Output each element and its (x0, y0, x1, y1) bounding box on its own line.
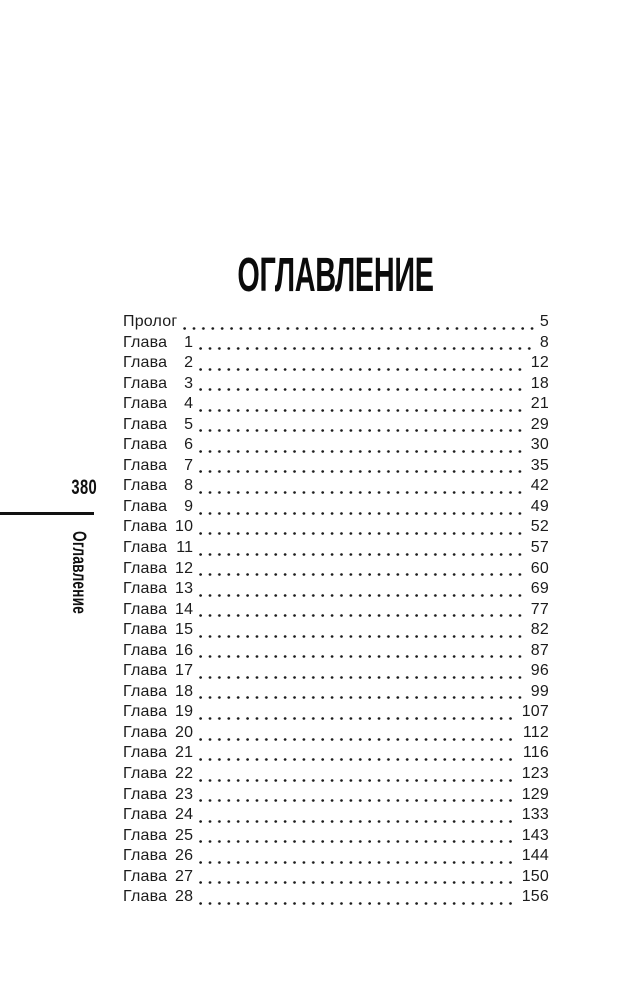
toc-entry (123, 887, 549, 908)
dot-leader (199, 476, 526, 497)
toc-entry-number: 10 (175, 518, 194, 536)
toc-entry-number: 1 (184, 333, 194, 351)
toc-entry (123, 333, 549, 354)
toc-entry-number: 14 (175, 600, 194, 618)
dot-leader (199, 764, 516, 785)
toc-entry-page: 82 (530, 621, 549, 639)
toc-entry-page: 49 (530, 497, 549, 515)
toc-entry-page: 107 (521, 703, 549, 721)
toc-entry (123, 846, 549, 867)
toc-entry-label: Глава (123, 600, 168, 618)
margin-rule (0, 512, 94, 515)
toc-entry-label: Глава (123, 559, 168, 577)
dot-leader (199, 579, 526, 600)
toc-entry (123, 497, 549, 518)
toc-entry-label: Глава (123, 641, 168, 659)
dot-leader (199, 826, 516, 847)
toc-entry-page: 30 (530, 436, 549, 454)
dot-leader (199, 743, 518, 764)
folio-page-number: 380 (71, 476, 97, 499)
toc-entry (123, 435, 549, 456)
toc-entry-page: 123 (521, 765, 549, 783)
toc-entry-number: 19 (175, 703, 194, 721)
toc-entry-label: Глава (123, 806, 168, 824)
toc-entry (123, 559, 549, 580)
toc-entry-label: Глава (123, 847, 168, 865)
toc-entry (123, 353, 549, 374)
toc-entry-page: 52 (530, 518, 549, 536)
toc-entry-number: 13 (175, 580, 194, 598)
toc-entry-number: 27 (175, 867, 194, 885)
toc-entry (123, 312, 549, 333)
toc-entry-number: 5 (184, 415, 194, 433)
toc-entry-number: 9 (184, 497, 194, 515)
toc-entry (123, 682, 549, 703)
dot-leader (199, 641, 526, 662)
toc-entry-label: Глава (123, 785, 168, 803)
dot-leader (199, 661, 526, 682)
toc-entry-label: Глава (123, 744, 168, 762)
toc-entry-label: Глава (123, 539, 168, 557)
toc-entry-number: 26 (175, 847, 194, 865)
toc-entry-label: Глава (123, 826, 168, 844)
toc-entry (123, 538, 549, 559)
toc-entry (123, 374, 549, 395)
toc-entry-number: 21 (175, 744, 194, 762)
dot-leader (199, 559, 526, 580)
dot-leader (199, 702, 516, 723)
toc-entry (123, 394, 549, 415)
dot-leader (199, 374, 526, 395)
toc-entry-number: 25 (175, 826, 194, 844)
toc-entry-number: 16 (175, 641, 194, 659)
toc-entry-label: Глава (123, 682, 168, 700)
toc-entry-number: 7 (184, 456, 194, 474)
toc-entry-page: 96 (530, 662, 549, 680)
toc-entry-number: 24 (175, 806, 194, 824)
dot-leader (199, 682, 526, 703)
toc-entry (123, 476, 549, 497)
toc-entry-page: 144 (521, 847, 549, 865)
dot-leader (199, 867, 516, 888)
toc-entry-number: 2 (184, 354, 194, 372)
toc-entry-label: Глава (123, 518, 168, 536)
toc-entry-label: Глава (123, 888, 168, 906)
toc-entry-number: 11 (176, 539, 194, 557)
dot-leader (199, 538, 526, 559)
toc-entry-number: 18 (175, 682, 194, 700)
toc-entry-label: Глава (123, 436, 168, 454)
toc-entry-page: 143 (521, 826, 549, 844)
toc-entry-page: 133 (521, 806, 549, 824)
toc-entry (123, 456, 549, 477)
toc-entry-label: Глава (123, 354, 168, 372)
toc-entry-page: 8 (539, 333, 549, 351)
toc-entry-label: Глава (123, 723, 168, 741)
toc-entry-page: 99 (530, 682, 549, 700)
toc-entry-number: 12 (175, 559, 194, 577)
toc-entry-number: 22 (175, 765, 194, 783)
toc-entry-label: Глава (123, 497, 168, 515)
toc-entry-page: 29 (530, 415, 549, 433)
toc-entry-page: 12 (530, 354, 549, 372)
toc-entry-number: 15 (175, 621, 194, 639)
toc-entry-number: 8 (184, 477, 194, 495)
toc-entry (123, 826, 549, 847)
dot-leader (199, 517, 526, 538)
toc-entry-page: 112 (522, 723, 549, 741)
toc-entry-page: 87 (530, 641, 549, 659)
dot-leader (199, 887, 516, 908)
toc-entry-number: 23 (175, 785, 194, 803)
dot-leader (199, 394, 526, 415)
toc-entry (123, 805, 549, 826)
toc-entry-label: Глава (123, 867, 168, 885)
toc-entry (123, 867, 549, 888)
dot-leader (183, 312, 534, 333)
toc-entry-label: Глава (123, 580, 168, 598)
margin-section-label: Оглавление (68, 531, 89, 615)
toc-entry (123, 723, 549, 744)
dot-leader (199, 497, 526, 518)
dot-leader (199, 415, 526, 436)
toc-entry-page: 60 (530, 559, 549, 577)
toc-entry-page: 18 (530, 374, 549, 392)
toc-entry-label: Глава (123, 395, 168, 413)
toc-title-block (123, 249, 549, 302)
dot-leader (199, 333, 535, 354)
dot-leader (199, 456, 526, 477)
dot-leader (199, 600, 526, 621)
toc-entry-label: Глава (123, 621, 168, 639)
toc-entry-number: 20 (175, 723, 194, 741)
toc-entry-number: 3 (184, 374, 194, 392)
toc-entry (123, 600, 549, 621)
toc-entry-number: 6 (184, 436, 194, 454)
toc-entry (123, 702, 549, 723)
toc-entry (123, 743, 549, 764)
toc-entry-page: 21 (530, 395, 549, 413)
toc-entry (123, 641, 549, 662)
toc-entry-number: 17 (175, 662, 194, 680)
toc-entry-page: 116 (522, 744, 549, 762)
toc-entry-label: Глава (123, 333, 168, 351)
toc-entry-page: 77 (530, 600, 549, 618)
toc-entry-number: 4 (184, 395, 194, 413)
toc-entry-label: Глава (123, 456, 168, 474)
dot-leader (199, 846, 516, 867)
toc-entry-label: Глава (123, 703, 168, 721)
toc-entry-page: 150 (521, 867, 549, 885)
toc-entry (123, 785, 549, 806)
toc-entry-label: Глава (123, 765, 168, 783)
toc-entry-label: Глава (123, 477, 168, 495)
toc-entry (123, 415, 549, 436)
toc-entry-label: Глава (123, 374, 168, 392)
toc-entry (123, 579, 549, 600)
toc-list (123, 312, 549, 908)
toc-entry-page: 156 (521, 888, 549, 906)
dot-leader (199, 723, 518, 744)
toc-entry (123, 661, 549, 682)
dot-leader (199, 620, 526, 641)
dot-leader (199, 435, 526, 456)
page-title: ОГЛАВЛЕНИЕ (237, 249, 435, 302)
toc-entry-page: 129 (521, 785, 549, 803)
toc-entry (123, 764, 549, 785)
toc-entry (123, 620, 549, 641)
toc-entry (123, 517, 549, 538)
toc-entry-label: Глава (123, 415, 168, 433)
toc-entry-number: 28 (175, 888, 194, 906)
toc-entry-page: 5 (539, 313, 549, 330)
toc-entry-page: 57 (530, 539, 549, 557)
toc-entry-label: Глава (123, 662, 168, 680)
toc-entry-page: 69 (530, 580, 549, 598)
toc-entry-label: Пролог (123, 313, 178, 330)
dot-leader (199, 805, 516, 826)
toc-entry-page: 35 (530, 456, 549, 474)
dot-leader (199, 353, 526, 374)
toc-entry-page: 42 (530, 477, 549, 495)
dot-leader (199, 785, 516, 806)
